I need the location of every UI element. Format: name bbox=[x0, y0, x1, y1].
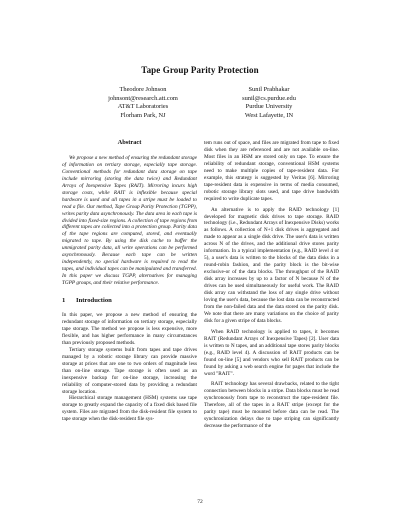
body-paragraph: When RAID technology is applied to tapes, it becomes RAIT (Redundant Arrays of Inexpensive Tapes) [2]. User data is written to N tapes, and an additional tape stores parity blocks (e.g., RAID level 4). A discussion of RAIT products can be found on-line [5] and vendors who sell RAIT products can be found by asking a web search engine for pages that include the word "RAIT". bbox=[204, 328, 339, 377]
body-paragraph: tem runs out of space, and files are migrated from tape to fixed disk when they are referenced and are not available on-line. Most files in an HSM are stored only on tape. To ensure the reliability of redundant storage, conventional HSM systems need to make multiple copies of tape-resident data. For example, this strategy is suggested by Veritas [6]. Mirroring tape-resident data is expensive in terms of media consumed, robotic storage library slots used, and tape drive bandwidth required to write duplicate tapes. bbox=[204, 140, 339, 202]
author-location: West Lafayette, IN bbox=[244, 111, 294, 119]
abstract-body bbox=[62, 155, 197, 287]
author-block-2 bbox=[194, 86, 344, 120]
right-column bbox=[204, 140, 339, 430]
body-paragraph: In this paper, we propose a new method of ensuring the redundant storage of information on tertiary storage, especially tape storage. The method we propose is less expensive, more flexible, and has higher performance in many circumstances than previously proposed methods. bbox=[62, 312, 197, 346]
body-paragraph: Hierarchical storage management (HSM) systems use tape storage to greatly expand the capacity of a fixed disk based file system. Files are migrated from the disk-resident file system to tape storage when the disk-resident file sys- bbox=[62, 395, 197, 423]
body-paragraph: Tertiary storage systems built from tapes and tape drives managed by a robotic storage library can provide massive storage at prices that are one to two orders of magnitude less than on-line storage. Tape storage is often used as an inexpensive backup for on-line storage, increasing the reliability of computer-stored data by providing a redundant storage location. bbox=[62, 346, 197, 395]
body-paragraph: RAIT technology has several drawbacks, related to the tight connection between blocks in a stripe. Data blocks must be read synchronously from tape to reconstruct the tape-resident file. Therefore, all of the tapes in a RAIT stripe (except for the parity tape) must be mounted before data can be read. The synchronization delays due to tape striping can significantly decrease the performance of the bbox=[204, 381, 339, 430]
body-paragraph: An alternative is to apply the RAID technology [1] developed for magnetic disk drives to tape storage. RAID technology (i.e., Redundant Arrays of Inexpensive Disks) works as follows. A collection of N+1 disk drives is aggregated and made to appear as a single disk drive. The user's data is written across N of the drives, and the additional drive stores parity information. In a typical implementation (e.g., RAID level 4 or 5), a user's data is written to the blocks of the data disks in a round-robin fashion, and the parity block is the bit-wise exclusive-or of the data blocks. The throughput of the RAID disk array increases by up to a factor of N because N of the drives can be used simultaneously for useful work. The RAID disk array can withstand the loss of any single drive without loving the user's data, because the lost data can be reconstructed from the non-failed data and the data stored on the parity disk. We note that there are many variations on the choice of parity disk for a given stripe of data blocks. bbox=[204, 206, 340, 324]
author-location: Florham Park, NJ bbox=[120, 111, 166, 119]
author-name: Sunil Prabhakar bbox=[248, 86, 290, 93]
author-org: AT&T Laboratories bbox=[117, 103, 169, 111]
section-number: 1 bbox=[62, 297, 66, 305]
paper-title: Tape Group Parity Protection bbox=[141, 65, 259, 75]
left-column bbox=[62, 140, 197, 423]
abstract-paragraph: We propose a new method of ensuring the redundant storage of information on tertiary storage, especially tape storage. Conventional methods for redundant data storage on tape include mirroring (storing the data twice) and Redundant Arrays of Inexpensive Tapes (RAIT). Mirroring incurs high storage costs, while RAIT is inflexible because special hardware is used and all tapes in a stripe must be loaded to read a file. Our method, Tape Group Parity Protection (TGPP), writes parity data asynchronously. The data area in each tape is divided into fixed-size regions. A collection of tape regions from different tapes are collected into a protection group. Parity data of the tape regions are computed, stored, and eventually migrated to tape. By using the disk cache to buffer the unmigrated parity data, all write operations can be performed asynchronously. Because each tape can be written independently, no special hardware is required to read the tapes, and individual tapes can be manipulated and transferred. In this paper we discuss TGPP, alternatives for managing TGPP groups, and their relative performance. bbox=[62, 154, 197, 287]
page-number: 72 bbox=[197, 499, 203, 505]
author-name: Theodore Johnson bbox=[119, 86, 167, 93]
author-email: sunil@cs.purdue.edu bbox=[242, 94, 296, 102]
author-org: Purdue University bbox=[245, 103, 293, 111]
section-heading bbox=[62, 298, 197, 305]
author-email: johnsont@research.att.com bbox=[108, 94, 178, 102]
section-title: Introduction bbox=[76, 297, 112, 305]
abstract-heading: Abstract bbox=[117, 139, 142, 146]
